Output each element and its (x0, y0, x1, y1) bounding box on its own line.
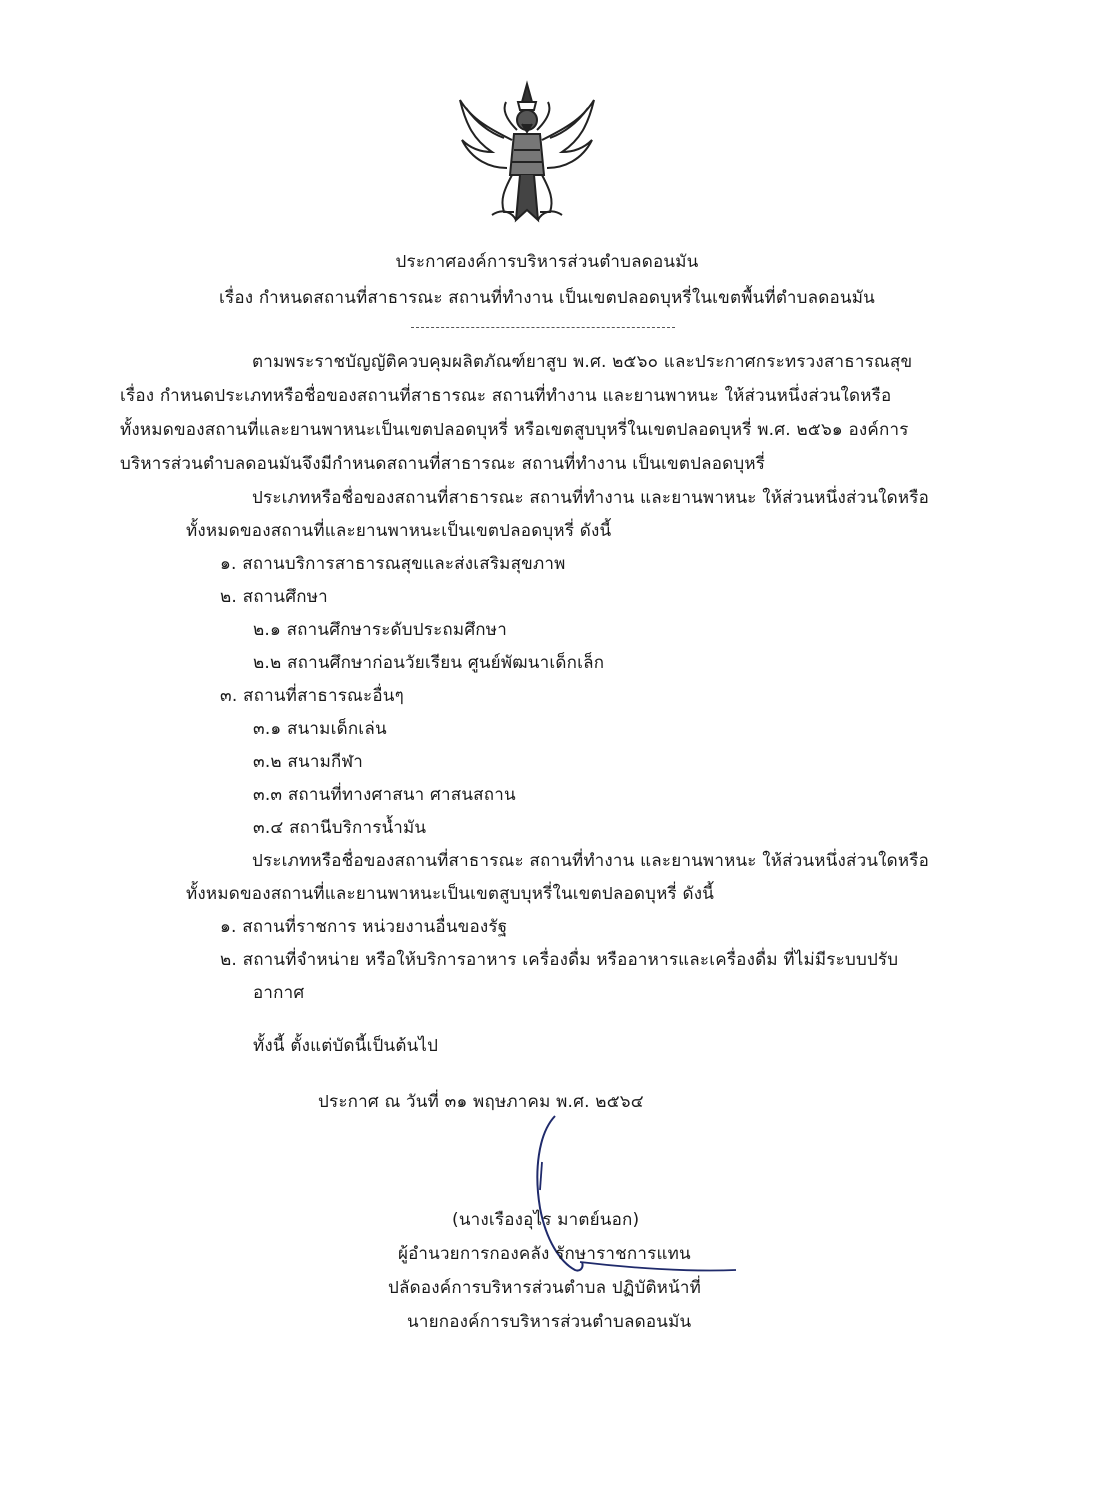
list-subitem: ๓.๑ สนามเด็กเล่น (253, 719, 387, 739)
list-item: ๓. สถานที่สาธารณะอื่นๆ (220, 686, 404, 706)
paragraph-line: เรื่อง กำหนดประเภทหรือชื่อของสถานที่สาธารณะ สถานที่ทำงาน และยานพาหนะ ให้ส่วนหนึ่งส่วนใดหรือ (120, 386, 892, 406)
list-item-continued: อากาศ (253, 983, 305, 1003)
paragraph-line: ทั้งหมดของสถานที่และยานพาหนะเป็นเขตปลอดบุหรี่ หรือเขตสูบบุหรี่ในเขตปลอดบุหรี่ พ.ศ. ๒๕๖๑ องค์การ (120, 420, 909, 440)
list-item: ๑. สถานบริการสาธารณสุขและส่งเสริมสุขภาพ (220, 554, 566, 574)
announcement-date: ประกาศ ณ วันที่ ๓๑ พฤษภาคม พ.ศ. ๒๕๖๔ (318, 1092, 644, 1112)
signatory-position: นายกองค์การบริหารส่วนตำบลดอนมัน (407, 1312, 692, 1332)
paragraph-line: ตามพระราชบัญญัติควบคุมผลิตภัณฑ์ยาสูบ พ.ศ. ๒๕๖๐ และประกาศกระทรวงสาธารณสุข (252, 352, 913, 372)
list-item: ๒. สถานที่จำหน่าย หรือให้บริการอาหาร เครื่องดื่ม หรืออาหารและเครื่องดื่ม ที่ไม่มีระบบปรับ (220, 950, 899, 970)
list-subitem: ๓.๓ สถานที่ทางศาสนา ศาสนสถาน (253, 785, 516, 805)
garuda-emblem-icon (452, 80, 602, 230)
section-intro-line: ประเภทหรือชื่อของสถานที่สาธารณะ สถานที่ทำงาน และยานพาหนะ ให้ส่วนหนึ่งส่วนใดหรือ (252, 851, 930, 871)
subject-line: เรื่อง กำหนดสถานที่สาธารณะ สถานที่ทำงาน เป็นเขตปลอดบุหรี่ในเขตพื้นที่ตำบลดอนมัน (219, 288, 875, 308)
list-subitem: ๓.๒ สนามกีฬา (253, 752, 364, 772)
section-intro-line: ประเภทหรือชื่อของสถานที่สาธารณะ สถานที่ทำงาน และยานพาหนะ ให้ส่วนหนึ่งส่วนใดหรือ (252, 488, 930, 508)
section-intro-line: ทั้งหมดของสถานที่และยานพาหนะเป็นเขตสูบบุหรี่ในเขตปลอดบุหรี่ ดังนี้ (186, 884, 715, 904)
list-subitem: ๒.๒ สถานศึกษาก่อนวัยเรียน ศูนย์พัฒนาเด็กเล็ก (253, 653, 605, 673)
paragraph-line: บริหารส่วนตำบลดอนมันจึงมีกำหนดสถานที่สาธารณะ สถานที่ทำงาน เป็นเขตปลอดบุหรี่ (120, 454, 766, 474)
signatory-position: ผู้อำนวยการกองคลัง รักษาราชการแทน (398, 1244, 691, 1264)
list-item: ๒. สถานศึกษา (220, 587, 328, 607)
list-subitem: ๒.๑ สถานศึกษาระดับประถมศึกษา (253, 620, 507, 640)
signatory-name: (นางเรืองอุไร มาตย์นอก) (452, 1210, 640, 1230)
section-intro-line: ทั้งหมดของสถานที่และยานพาหนะเป็นเขตปลอดบุหรี่ ดังนี้ (186, 521, 612, 541)
list-item: ๑. สถานที่ราชการ หน่วยงานอื่นของรัฐ (220, 917, 508, 937)
title-divider (411, 327, 675, 328)
signatory-position: ปลัดองค์การบริหารส่วนตำบล ปฏิบัติหน้าที่ (388, 1278, 702, 1298)
page-title: ประกาศองค์การบริหารส่วนตำบลดอนมัน (395, 252, 699, 272)
effective-statement: ทั้งนี้ ตั้งแต่บัดนี้เป็นต้นไป (253, 1036, 439, 1056)
list-subitem: ๓.๔ สถานีบริการน้ำมัน (253, 818, 427, 838)
